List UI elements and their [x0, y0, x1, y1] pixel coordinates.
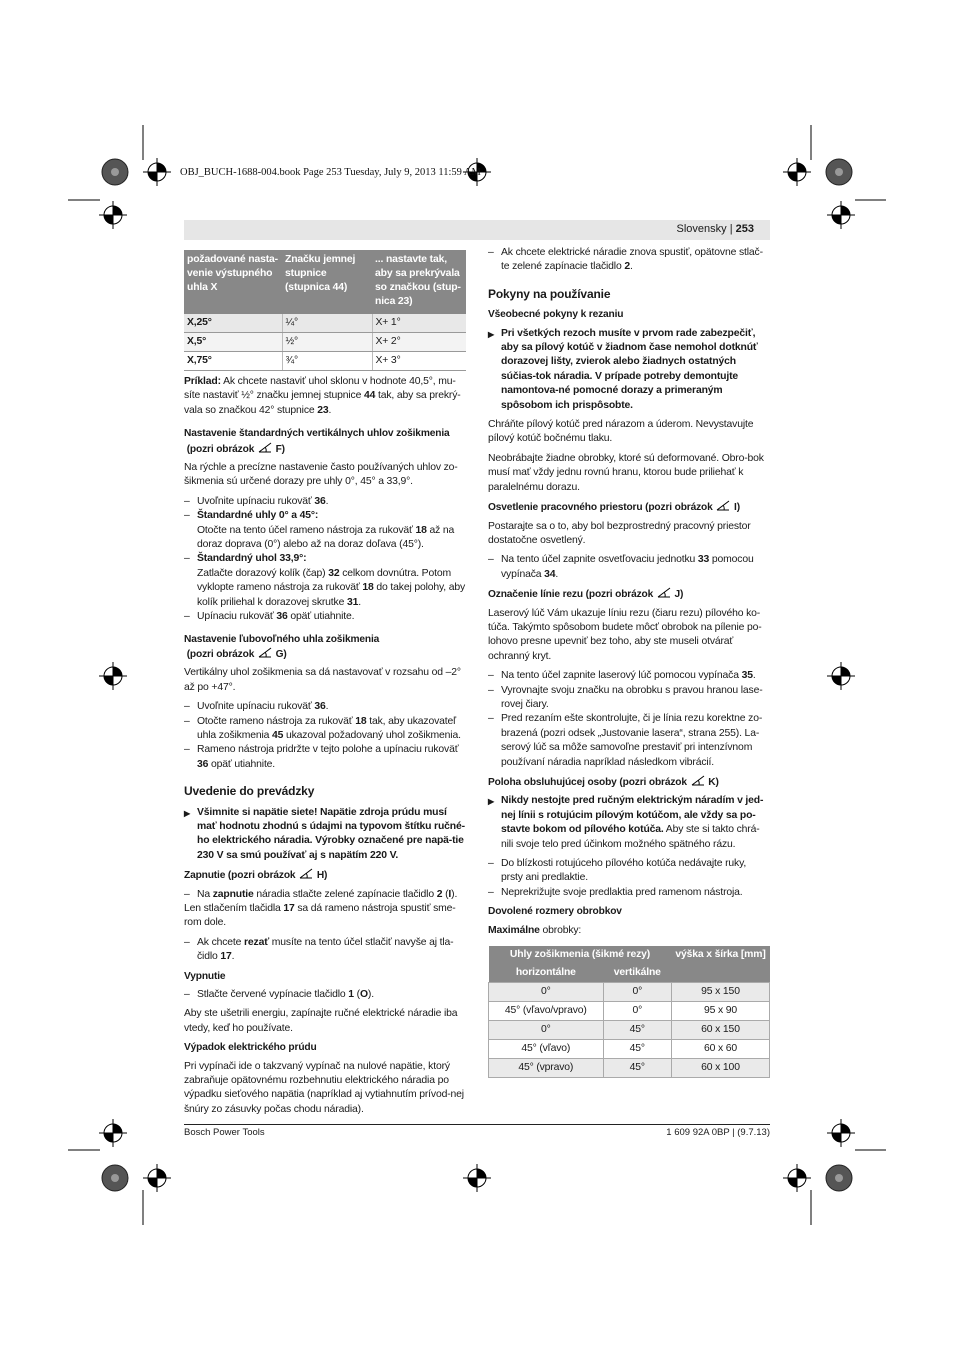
warning-note: ▶ Pri všetkých rezoch musíte v prvom rade zabezpečiť, aby sa pílový kotúč v žiadnom čase nemohol dotknúť dorazovej lišty, zvierok alebo žiadnych ostatných súčias-tok náradia. V prípade potreby demontujte namontova-né pomocné dorazy a primeraným spôsobom ich prispôsobte.	[488, 327, 770, 413]
list-item-body: Otočte na tento účel rameno nástroja za rukoväť 18 až na doraz doprava (0°) alebo až na doraz doľava (45°).	[197, 524, 455, 551]
list-item: – Štandardný uhol 33,9°:	[184, 552, 466, 566]
table-cell: 45°	[603, 1059, 671, 1078]
figure-ref-icon	[298, 868, 314, 879]
table-header-cell: výška x šírka [mm]	[672, 946, 770, 983]
list-item: – Ak chcete rezať musíte na tento účel stlačiť navyše aj tla-čidlo 17.	[184, 936, 466, 965]
table-cell: 95 x 150	[672, 983, 770, 1002]
section-heading: Poloha obsluhujúcej osoby (pozri obrázok K)	[488, 777, 719, 788]
list-item: – Uvoľnite upínaciu rukoväť 36.	[184, 495, 466, 509]
list-item: – Na tento účel zapnite osvetľovaciu jednotku 33 pomocou vypínača 34.	[488, 553, 770, 582]
footer-doc-number: 1 609 92A 0BP | (9.7.13)	[666, 1127, 770, 1138]
table-cell: 0°	[489, 983, 604, 1002]
section-heading: Pokyny na používanie	[488, 286, 611, 301]
table-header-row	[184, 250, 466, 314]
paragraph: Na rýchle a precízne nastavenie často používaných uhlov zo-šikmenia sú určené dorazy pre uhly 0°, 45° a 33,9°.	[184, 462, 458, 488]
table-cell: ¼°	[282, 314, 372, 333]
table-cell: X+ 1°	[372, 314, 466, 333]
table-row	[489, 983, 770, 1002]
table-cell: 45°	[603, 1040, 671, 1059]
list-item: – Pred rezaním ešte skontrolujte, či je línia rezu korektne zo-brazená (pozri odsek „Justovanie lasera“, strana 255). La-serový lúč sa môže samovoľne prestaviť pri intenzívnom používaní náradia napríklad následkom vibrácií.	[488, 712, 770, 770]
table-header-cell: vertikálne	[603, 964, 671, 983]
table-header-cell: Uhly zošikmenia (šikmé rezy)	[489, 946, 672, 964]
print-slug: OBJ_BUCH-1688-004.book Page 253 Tuesday, July 9, 2013 11:59 AM	[180, 167, 481, 178]
table-row	[184, 333, 466, 352]
table-cell: 45° (vpravo)	[489, 1059, 604, 1078]
list-item: – Štandardné uhly 0° a 45°:	[184, 509, 466, 523]
table-cell: 60 x 100	[672, 1059, 770, 1078]
footer-rule	[184, 1124, 770, 1125]
table-row	[184, 314, 466, 333]
list-item: – Do blízkosti rotujúceho pílového kotúča nedávajte ruky, prsty ani predlaktie.	[488, 857, 770, 886]
workpiece-size-table	[488, 946, 770, 1078]
table-cell: ½°	[282, 333, 372, 352]
table-cell: X+ 3°	[372, 352, 466, 371]
table-header-cell: ... nastavte tak, aby sa prekrývala so značkou (stup-nica 23)	[372, 250, 466, 314]
section-heading: Dovolené rozmery obrobkov	[488, 906, 622, 918]
list-item: – Upínaciu rukoväť 36 opäť utiahnite.	[184, 610, 466, 624]
section-heading: Nastavenie ľubovoľného uhla zošikmenia (pozri obrázok G)	[184, 633, 380, 660]
right-column	[488, 246, 770, 1078]
table-cell: 0°	[489, 1021, 604, 1040]
section-heading: Osvetlenie pracovného priestoru (pozri obrázok I)	[488, 502, 740, 514]
table-cell: 60 x 150	[672, 1021, 770, 1040]
table-row	[489, 1002, 770, 1021]
page-number: 253	[735, 223, 754, 235]
warning-note: ▶ Nikdy nestojte pred ručným elektrickým náradím v jed-nej línii s rotujúcim pílovým kotúčom, ale vždy sa po-stavte bokom od pílového kotúča. Aby ste si takto chrá-nili svoje telo pred účinkom možného spätného rázu.	[488, 794, 770, 852]
table-cell: 45°	[603, 1021, 671, 1040]
left-column	[184, 250, 466, 1122]
running-header: Slovensky | 253	[676, 223, 754, 235]
section-heading: Zapnutie (pozri obrázok H)	[184, 870, 328, 882]
table-cell: X+ 2°	[372, 333, 466, 352]
paragraph: Neobrábajte žiadne obrobky, ktoré sú deformované. Obro-bok musí mať vždy jednu rovnú hranu, ktorou bude priliehať k paralelnému dorazu.	[488, 452, 764, 493]
figure-ref-icon	[715, 500, 731, 511]
section-heading: Uvedenie do prevádzky	[184, 784, 315, 799]
table-cell: X,75°	[184, 352, 282, 371]
table-cell: ¾°	[282, 352, 372, 371]
paragraph: Pri vypínači ide o takzvaný vypínač na nulové napätie, ktorý zabraňuje opätovnému rozbehnutiu elektrického náradia po výpadku sieťového napätia (napríklad aj vytiahnutím prívod-nej šnúry zo zásuvky počas chodu náradia).	[184, 1060, 464, 1115]
table-row	[184, 352, 466, 371]
section-heading: Označenie línie rezu (pozri obrázok J)	[488, 589, 684, 601]
list-item: – Na zapnutie náradia stlačte zelené zapínacie tlačidlo 2 (I).	[184, 888, 466, 902]
list-item: – Vyrovnajte svoju značku na obrobku s pravou hranou lase-rovej čiary.	[488, 684, 770, 713]
list-item-body: Zatlačte dorazový kolík (čap) 32 celkom dovnútra. Potom vyklopte rameno nástroja za rukoväť 18 do takej polohy, aby kolík priliehal k dorazovej skrutke 31.	[197, 567, 466, 608]
paragraph: Aby ste ušetrili energiu, zapínajte ručné elektrické náradie iba vtedy, keď ho používate.	[184, 1008, 458, 1034]
figure-ref-icon	[257, 647, 273, 658]
list-item: – Rameno nástroja pridržte v tejto polohe a upínaciu rukoväť 36 opäť utiahnite.	[184, 743, 466, 772]
table-cell: X,25°	[184, 314, 282, 333]
table-cell: 95 x 90	[672, 1002, 770, 1021]
table-row	[489, 1040, 770, 1059]
footer-brand: Bosch Power Tools	[184, 1127, 265, 1138]
figure-ref-icon	[257, 442, 273, 453]
table-header-cell: Značku jemnej stupnice (stupnica 44)	[282, 250, 372, 314]
paragraph: Postarajte sa o to, aby bol bezprostredný pracovný priestor dostatočne osvetlený.	[488, 520, 751, 546]
list-item: – Ak chcete elektrické náradie znova spustiť, opätovne stlač-te zelené zapínacie tlačidlo 2.	[488, 246, 770, 275]
list-item: – Stlačte červené vypínacie tlačidlo 1 (O).	[184, 988, 466, 1002]
list-item: – Uvoľnite upínaciu rukoväť 36.	[184, 700, 466, 714]
warning-note: ▶ Všimnite si napätie siete! Napätie zdroja prúdu musí mať hodnotu zhodnú s údajmi na typovom štítku ručné-ho elektrického náradia. Výrobky označené pre napä-tie 230 V sa smú používať aj s napätím 220 V.	[184, 806, 466, 864]
table-cell: 60 x 60	[672, 1040, 770, 1059]
table-header-cell: horizontálne	[489, 964, 604, 983]
section-heading: Výpadok elektrického prúdu	[184, 1042, 317, 1054]
paragraph: Vertikálny uhol zošikmenia sa dá nastavovať v rozsahu od –2° až po +47°.	[184, 667, 461, 693]
table-cell: X,5°	[184, 333, 282, 352]
fine-scale-table	[184, 250, 466, 371]
example-paragraph: Príklad: Ak chcete nastaviť uhol sklonu v hodnote 40,5°, mu-síte nastaviť ½° značku jemnej stupnice 44 tak, aby sa prekrý-vala so značkou 42° stupnice 23.	[184, 376, 461, 416]
paragraph: Maximálne obrobky:	[488, 924, 582, 936]
paragraph: Laserový lúč Vám ukazuje líniu rezu (čiaru rezu) pílového ko-túča. Takýmto spôsobom budete môcť obrobok na pílenie po-lohovo presne upevniť bez toho, aby ste museli otvárať ochranný kryt.	[488, 607, 762, 662]
list-item: – Otočte rameno nástroja za rukoväť 18 tak, aby ukazovateľ uhla zošikmenia 45 ukazoval požadovaný uhol zošikmenia.	[184, 715, 466, 744]
paragraph: Chráňte pílový kotúč pred nárazom a úderom. Nevystavujte pílový kotúč bočnému tlaku.	[488, 419, 754, 445]
table-cell: 0°	[603, 1002, 671, 1021]
section-heading: Nastavenie štandardných vertikálnych uhlov zošikmenia (pozri obrázok F)	[184, 428, 450, 455]
figure-ref-icon	[690, 775, 706, 786]
section-heading: Všeobecné pokyny k rezaniu	[488, 309, 624, 321]
figure-ref-icon	[656, 587, 672, 598]
table-cell: 0°	[603, 983, 671, 1002]
table-row	[489, 1059, 770, 1078]
table-header-row	[489, 946, 770, 964]
table-cell: 45° (vľavo/vpravo)	[489, 1002, 604, 1021]
table-cell: 45° (vľavo)	[489, 1040, 604, 1059]
section-heading: Vypnutie	[184, 970, 226, 982]
paragraph: Len stlačením tlačidla 17 sa dá rameno nástroja spustiť sme-rom dole.	[184, 903, 456, 929]
table-row	[489, 1021, 770, 1040]
list-item: – Neprekrižujte svoje predlaktia pred ramenom nástroja.	[488, 886, 770, 900]
header-language: Slovensky	[676, 223, 727, 235]
list-item: – Na tento účel zapnite laserový lúč pomocou vypínača 35.	[488, 669, 770, 683]
table-header-cell: požadované nasta-venie výstupného uhla X	[184, 250, 282, 314]
